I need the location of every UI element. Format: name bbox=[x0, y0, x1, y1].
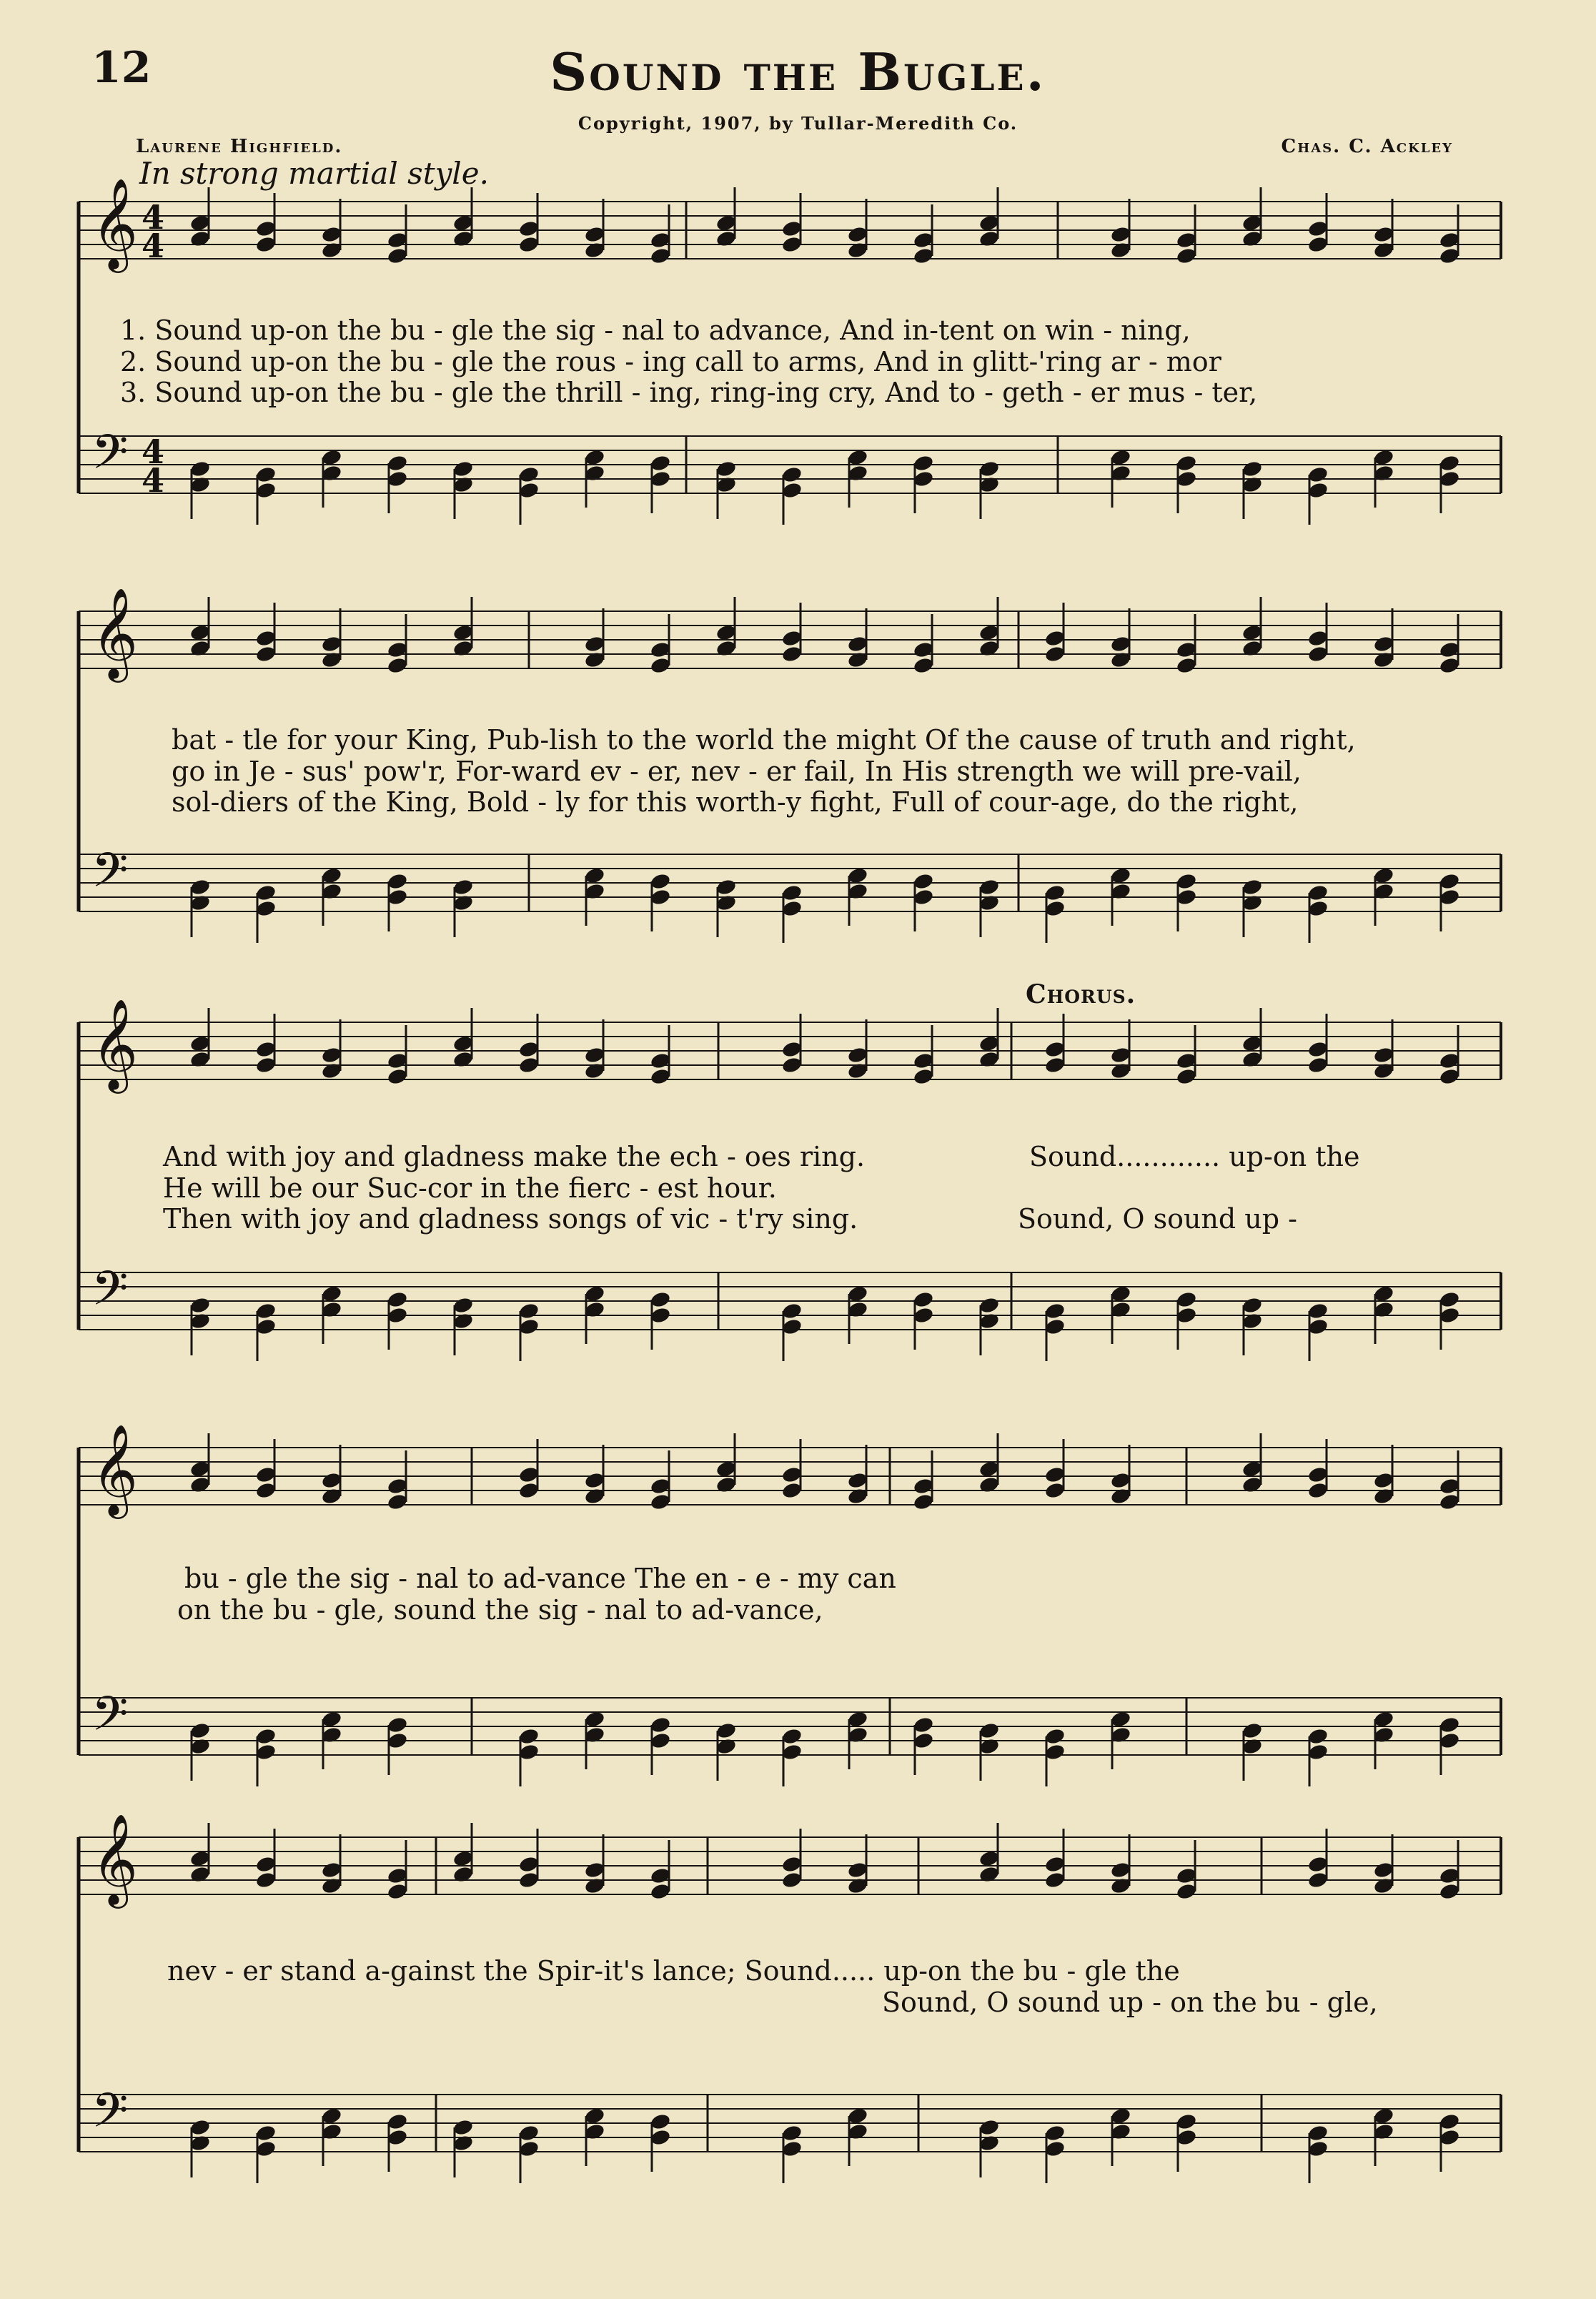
hymn-title: Sound the Bugle. bbox=[550, 41, 1046, 102]
bass-clef-icon: 𝄢 bbox=[91, 2083, 129, 2150]
lyric-s2-v1: bat - tle for your King, Pub-lish to the world the might Of the cause of truth and right, bbox=[172, 724, 1356, 756]
treble-clef-icon: 𝄞 bbox=[91, 177, 139, 269]
lyric-s3-v2: He will be our Suc-cor in the fierc - est hour. bbox=[163, 1172, 777, 1204]
time-signature-numerator: 4 bbox=[142, 198, 165, 237]
treble-clef-icon: 𝄞 bbox=[91, 998, 139, 1089]
lyric-s4-line1: bu - gle the sig - nal to ad-vance The en - e - my can bbox=[184, 1563, 896, 1594]
composer-credit: Chas. C. Ackley bbox=[1281, 136, 1453, 157]
time-signature-denominator: 4 bbox=[142, 461, 165, 500]
treble-clef-icon: 𝄞 bbox=[91, 1813, 139, 1904]
page-number: 12 bbox=[91, 43, 152, 93]
bass-clef-icon: 𝄢 bbox=[91, 425, 129, 491]
lyric-s5-line1: nev - er stand a-gainst the Spir-it's lance; Sound..... up-on the bu - gle the bbox=[167, 1955, 1180, 1987]
chorus-label: Chorus. bbox=[1026, 979, 1136, 1009]
lyric-s2-v3: sol-diers of the King, Bold - ly for this worth-y fight, Full of cour-age, do the right, bbox=[172, 786, 1299, 818]
lyric-s2-v2: go in Je - sus' pow'r, For-ward ev - er, nev - er fail, In His strength we will pre-vail, bbox=[172, 756, 1302, 787]
tempo-marking: In strong martial style. bbox=[139, 156, 489, 191]
lyric-s5-line2: Sound, O sound up - on the bu - gle, bbox=[882, 1987, 1378, 2018]
lyricist-credit: Laurene Highfield. bbox=[136, 136, 343, 157]
lyric-s1-v1: 1. Sound up-on the bu - gle the sig - nal to advance, And in-tent on win - ning, bbox=[120, 315, 1191, 346]
lyric-s3-chorus-2: Sound, O sound up - bbox=[1018, 1203, 1298, 1235]
lyric-s3-v1: And with joy and gladness make the ech - oes ring. bbox=[163, 1141, 866, 1172]
treble-clef-icon: 𝄞 bbox=[91, 1423, 139, 1515]
lyric-s1-v2: 2. Sound up-on the bu - gle the rous - ing call to arms, And in glitt-'ring ar - mor bbox=[120, 346, 1221, 377]
time-signature-numerator: 4 bbox=[142, 432, 165, 471]
lyric-s3-chorus-1: Sound............ up-on the bbox=[1029, 1141, 1360, 1172]
lyric-s4-line2: on the bu - gle, sound the sig - nal to ad-vance, bbox=[177, 1594, 823, 1626]
lyric-s3-v3: Then with joy and gladness songs of vic - t'ry sing. bbox=[163, 1203, 858, 1235]
time-signature-denominator: 4 bbox=[142, 227, 165, 265]
bass-clef-icon: 𝄢 bbox=[91, 1261, 129, 1328]
bass-clef-icon: 𝄢 bbox=[91, 1686, 129, 1753]
treble-clef-icon: 𝄞 bbox=[91, 587, 139, 678]
lyric-s1-v3: 3. Sound up-on the bu - gle the thrill - ing, ring-ing cry, And to - geth - er mus - ter, bbox=[120, 377, 1258, 408]
copyright-notice: Copyright, 1907, by Tullar-Meredith Co. bbox=[578, 113, 1018, 134]
bass-clef-icon: 𝄢 bbox=[91, 843, 129, 909]
